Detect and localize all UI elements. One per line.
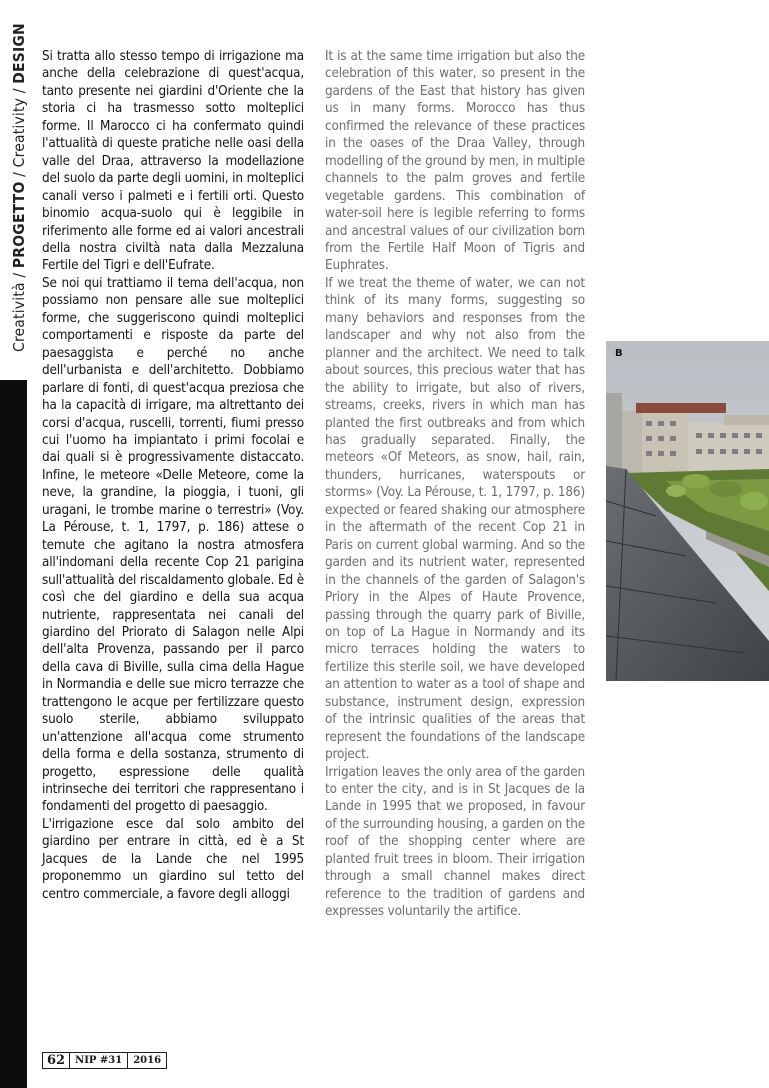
photo-label: B [615,348,623,359]
side-decorative-bar [0,380,27,1088]
section-label-part3: / Creativity / [10,83,28,182]
section-label-part1: Creatività / [10,268,28,352]
italian-text-column [42,48,304,903]
page-number: 62 [42,1052,70,1069]
english-text-column [325,48,585,921]
english-paragraph-3: Irrigation leaves the only area of the garden to enter the city, and is in St Jacques de la Lande in 1995 that we proposed, in favour of the surrounding housing, a garden on the roof of the shopping center where are planted fruit trees in bloom. Their irrigation through a small channel makes direct reference to the tradition of gardens and expresses voluntarily the artifice. [325,764,585,920]
publication-year: 2016 [128,1052,167,1069]
italian-paragraph-2: Se noi qui trattiamo il tema dell'acqua, non possiamo non pensare alle sue molteplici forme, che suggeriscono quindi molteplici comportamenti e risposte da parte del paesaggista e perché no anche dell'urbanista e dell'architetto. Dobbiamo parlare di fonti, di quest'acqua preziosa che ha la capacità di irrigare, ma altrettanto dei corsi d'acqua, ruscelli, torrenti, fiumi presso cui l'uomo ha impiantato i primi focolai e dai quali si è progressivamente distaccato. Infine, le meteore «Delle Meteore, come la neve, la grandine, la pioggia, i tuoni, gli uragani, le trombe marine o terrestri» (Voy. La Pérouse, t. 1, 1797, p. 186) attese o temute che agitano la nostra atmosfera all'indomani della recente Cop 21 parigina sull'attualità del riscaldamento globale. Ed è così che del giardino e della sua acqua nutriente, rappresentata nei canali del giardino del Priorato di Salagon nelle Alpi dell'alta Provenza, passando per il parco della cava di Biville, sulla cima della Hague in Normandia e delle sue micro terrazze che trattengono le acque per fertilizzare questo suolo sterile, abbiamo sviluppato un'attenzione all'acqua come strumento della forma e della sostanza, strumento di progetto, espressione delle qualità intrinseche dei territori che rappresentano i fondamenti del progetto di paesaggio. [42,275,304,815]
journal-issue: NIP #31 [70,1052,128,1069]
section-label-part4: DESIGN [10,23,28,84]
page-footer [42,1052,167,1069]
english-paragraph-2: If we treat the theme of water, we can not think of its many forms, suggesting so many behaviors and responses from the landscaper and why not also from the planner and the architect. We need to talk about sources, this precious water that has the ability to irrigate, but also of rivers, streams, creeks, rivers in which man has planted the first outbreaks and from which has gradually separated. Finally, the meteors «Of Meteors, as snow, hail, rain, thunders, hurricanes, waterspouts or storms» (Voy. La Pérouse, t. 1, 1797, p. 186) expected or feared shaking our atmosphere in the aftermath of the recent Cop 21 in Paris on current global warming. And so the garden and its nutrient water, represented in the channels of the garden of Salagon's Priory in the Alpes of Haute Provence, passing through the quarry park of Biville, on top of La Hague in Normandy and its micro terraces holding the waters to fertilize this sterile soil, we have developed an attention to water as a tool of shape and substance, instrument design, expression of the intrinsic qualities of the areas that represent the foundations of the landscape project. [325,275,585,763]
italian-paragraph-3: L'irrigazione esce dal solo ambito del giardino per entrare in città, ed è a St Jacques de la Lande che nel 1995 proponemmo un giardino sul tetto del centro commerciale, a favore degli alloggi [42,816,304,902]
english-paragraph-1: It is at the same time irrigation but also the celebration of this water, so present in the gardens of the East that history has given us in many forms. Morocco has thus confirmed the relevance of these practices in the oases of the Draa Valley, through modelling of the ground by men, in multiple channels to the palm groves and fertile vegetable gardens. This combination of water-soil here is legible referring to forms and ancestral values of our civilization born from the Fertile Half Moon of Tigris and Euphrates. [325,49,585,274]
photo-illustration [606,341,769,681]
italian-paragraph-1: Si tratta allo stesso tempo di irrigazione ma anche della celebrazione di quest'acqua, tanto presente nei giardini d'Oriente che la storia ci ha trasmesso sotto molteplici forme. Il Marocco ci ha confermato quindi l'attualità di queste pratiche nelle oasi della valle del Draa, attraverso la modellazione del suolo da parte degli uomini, in molteplici canali verso i palmeti e i fertili orti. Questo binomio acqua-suolo qui è leggibile in riferimento alle forme ed ai valori ancestrali della nostra civiltà nata dalla Mezzaluna Fertile del Tigri e dell'Eufrate. [42,49,304,274]
section-label-part2: PROGETTO [10,181,28,269]
rooftop-garden-photo [606,341,769,681]
section-label [10,12,32,352]
